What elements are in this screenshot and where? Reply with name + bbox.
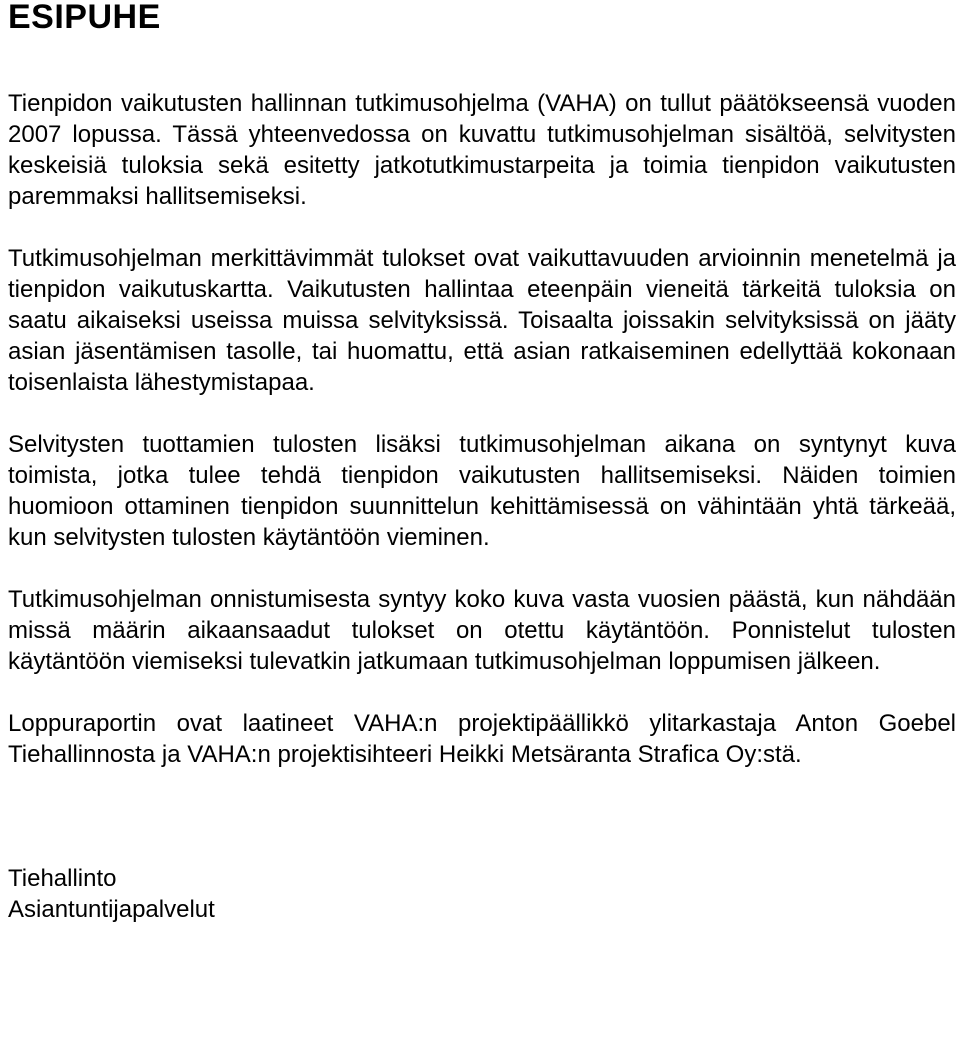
page-title: ESIPUHE [8,0,161,36]
paragraph-intro: Tienpidon vaikutusten hallinnan tutkimusohjelma (VAHA) on tullut päätökseensä vuoden 2007 lopussa. Tässä yhteenvedossa on kuvattu tutkimusohjelman sisältöä, selvitysten keskeisiä tuloksia sekä esitetty jatkotutkimustarpeita ja toimia tienpidon vaikutusten paremmaksi hallitsemiseksi. [8,90,956,210]
signature-organization: Tiehallinto [8,865,117,892]
signature-department: Asiantuntijapalvelut [8,896,215,923]
paragraph-results: Tutkimusohjelman merkittävimmät tulokset ovat vaikuttavuuden arvioinnin menetelmä ja tienpidon vaikutuskartta. Vaikutusten hallintaa eteenpäin vieneitä tärkeitä tuloksia on saatu aikaiseksi useissa muissa selvityksissä. Toisaalta joissakin selvityksissä on jääty asian jäsentämisen tasolle, tai huomattu, että asian ratkaiseminen edellyttää kokonaan toisenlaista lähestymistapaa. [8,245,956,396]
paragraph-success: Tutkimusohjelman onnistumisesta syntyy koko kuva vasta vuosien päästä, kun nähdään missä määrin aikaansaadut tulokset on otettu käytäntöön. Ponnistelut tulosten käytäntöön viemiseksi tulevatkin jatkumaan tutkimusohjelman loppumisen jälkeen. [8,586,956,675]
signature-block [8,863,956,925]
paragraph-actions: Selvitysten tuottamien tulosten lisäksi tutkimusohjelman aikana on syntynyt kuva toimista, jotka tulee tehdä tienpidon vaikutusten hallitsemiseksi. Näiden toimien huomioon ottaminen tienpidon suunnittelun kehittämisessä on vähintään yhtä tärkeää, kun selvitysten tulosten käytäntöön vieminen. [8,431,956,551]
document-page [8,0,956,925]
paragraph-authors: Loppuraportin ovat laatineet VAHA:n projektipäällikkö ylitarkastaja Anton Goebel Tiehallinnosta ja VAHA:n projektisihteeri Heikki Metsäranta Strafica Oy:stä. [8,710,956,768]
